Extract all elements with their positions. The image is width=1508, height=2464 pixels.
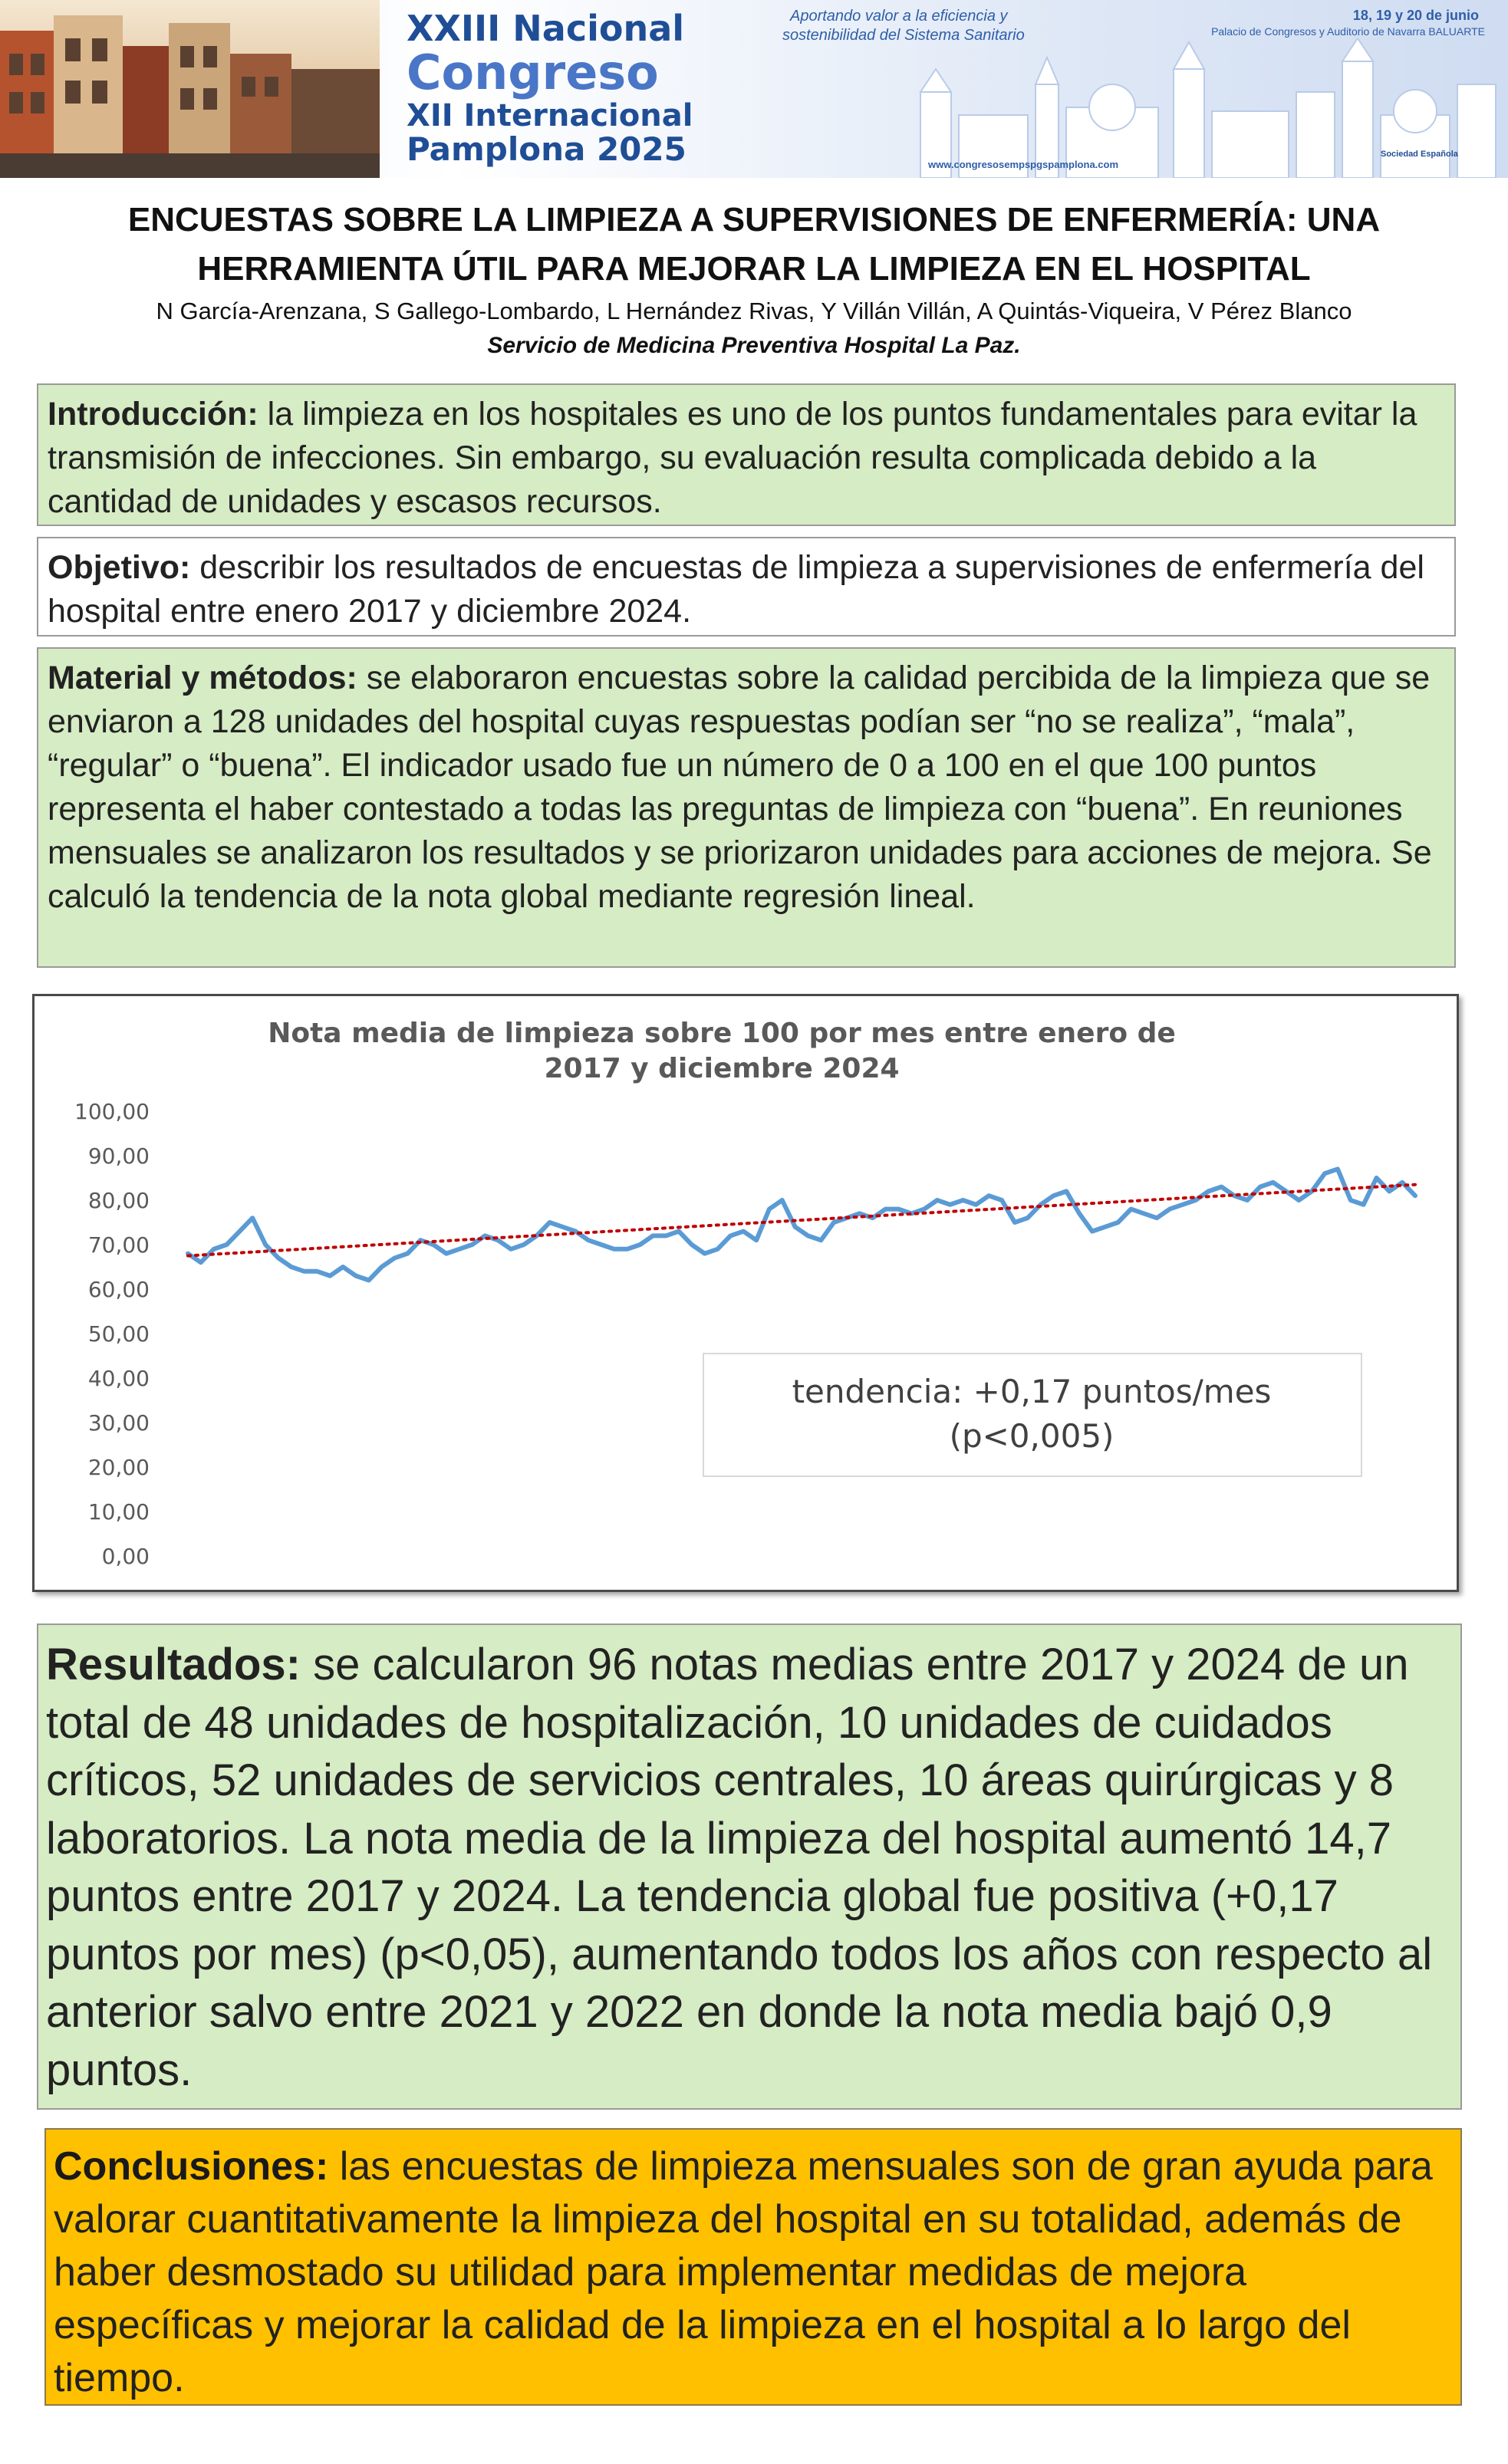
poster-title-line2: HERRAMIENTA ÚTIL PARA MEJORAR LA LIMPIEZA EN EL HOSPITAL [197, 250, 1311, 288]
y-tick-label: 70,00 [87, 1232, 150, 1258]
series-line-monthly-score [188, 1169, 1415, 1280]
methods-label: Material y métodos: [48, 660, 357, 696]
methods-text: se elaboraron encuestas sobre la calidad percibida de la limpieza que se enviaron a 128 unidades del hospital cuyas respuestas podían ser “no se realiza”, “mala”, “regular” o “buena”. El indicador usado fue un número de 0 a 100 en el que 100 puntos representa el haber contestado a todas las preguntas de limpieza con “buena”. En reuniones mensuales se analizaron los resultados y se priorizaron unidades para acciones de mejora. Se calculó la tendencia de la nota global mediante regresión lineal. [48, 660, 1432, 915]
y-tick-label: 60,00 [87, 1277, 150, 1302]
annotation-line2: (p<0,005) [949, 1417, 1115, 1455]
annotation-box [703, 1354, 1361, 1476]
conclusions-section [44, 2128, 1462, 2406]
results-label: Resultados: [46, 1640, 301, 1689]
banner-tagline-2: sostenibilidad del Sistema Sanitario [782, 27, 1025, 44]
y-tick-label: 20,00 [87, 1455, 150, 1480]
annotation-line1: tendencia: +0,17 puntos/mes [792, 1373, 1272, 1410]
society-logo-text: Sociedad Española [1381, 150, 1458, 159]
cleanliness-score-chart [32, 994, 1459, 1592]
results-text: se calcularon 96 notas medias entre 2017 y 2024 de un total de 48 unidades de hospitalización, 10 unidades de cuidados críticos, 52 unidades de servicios centrales, 10 áreas quirúrgicas y 8 laboratorios. La nota media de la limpieza del hospital aumentó 14,7 puntos entre 2017 y 2024. La tendencia global fue positiva (+0,17 puntos por mes) (p<0,05), aumentando todos los años con respecto al anterior salvo entre 2021 y 2022 en donde la nota media bajó 0,9 puntos. [46, 1640, 1433, 2095]
chart-title-line1: Nota media de limpieza sobre 100 por mes entre enero de [268, 1018, 1176, 1049]
y-tick-label: 80,00 [87, 1188, 150, 1213]
y-tick-label: 30,00 [87, 1410, 150, 1436]
series-layer [188, 1169, 1415, 1280]
y-axis [74, 1099, 150, 1569]
pamplona-street-photo [0, 0, 380, 178]
intro-section [37, 383, 1456, 526]
banner-line1: XXIII Nacional [407, 8, 685, 49]
poster-title-line1: ENCUESTAS SOBRE LA LIMPIEZA A SUPERVISIONES DE ENFERMERÍA: UNA [127, 201, 1381, 239]
y-tick-label: 50,00 [87, 1321, 150, 1347]
conclusions-text: las encuestas de limpieza mensuales son de gran ayuda para valorar cuantitativamente la limpieza del hospital en su totalidad, además de haber desmostado su utilidad para implementar medidas de mejora específicas y mejorar la calidad de la limpieza en el hospital a lo largo del tiempo. [54, 2144, 1433, 2400]
methods-section [37, 647, 1456, 968]
congress-banner [0, 0, 1508, 178]
banner-line4: Pamplona 2025 [407, 130, 687, 168]
y-tick-label: 90,00 [87, 1143, 150, 1169]
y-tick-label: 100,00 [74, 1099, 150, 1124]
intro-label: Introducción: [48, 396, 258, 433]
results-section [37, 1623, 1462, 2110]
objective-section [37, 537, 1456, 637]
objective-label: Objetivo: [48, 549, 191, 586]
banner-line3: XII Internacional [407, 98, 693, 133]
banner-website: www.congresosempspgspamplona.com [928, 159, 1119, 170]
poster-affiliation: Servicio de Medicina Preventiva Hospital La Paz. [487, 333, 1021, 358]
banner-dates: 18, 19 y 20 de junio [1352, 8, 1479, 23]
banner-tagline-1: Aportando valor a la eficiencia y [790, 8, 1008, 25]
series-line-trend [188, 1185, 1415, 1256]
intro-text: la limpieza en los hospitales es uno de los puntos fundamentales para evitar la transmisión de infecciones. Sin embargo, su evaluación resulta complicada debido a la cantidad de unidades y escasos recursos. [48, 396, 1417, 520]
y-tick-label: 40,00 [87, 1366, 150, 1391]
chart-title-line2: 2017 y diciembre 2024 [544, 1053, 900, 1084]
poster-authors: N García-Arenzana, S Gallego-Lombardo, L Hernández Rivas, Y Villán Villán, A Quintás-Viqueira, V Pérez Blanco [156, 298, 1352, 324]
objective-text: describir los resultados de encuestas de limpieza a supervisiones de enfermería del hospital entre enero 2017 y diciembre 2024. [48, 549, 1424, 630]
y-tick-label: 10,00 [87, 1499, 150, 1525]
banner-venue: Palacio de Congresos y Auditorio de Navarra BALUARTE [1211, 25, 1485, 38]
trend-annotation [703, 1354, 1361, 1476]
street-buildings-illustration [0, 0, 380, 178]
banner-line2: Congreso [407, 44, 659, 100]
y-tick-label: 0,00 [101, 1544, 150, 1569]
chart-canvas [35, 996, 1457, 1590]
conclusions-label: Conclusiones: [54, 2144, 329, 2189]
